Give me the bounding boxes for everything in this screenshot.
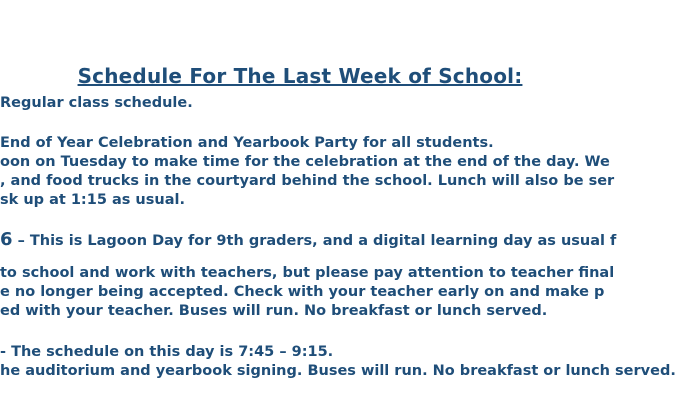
celebration-line-2: , and food trucks in the courtyard behind the school. Lunch will also be ser (0, 173, 615, 189)
lagoon-day-text: – This is Lagoon Day for 9th graders, and a digital learning day as usual f (12, 233, 617, 249)
last-day-detail: he auditorium and yearbook signing. Buses will run. No breakfast or lunch served. (0, 363, 676, 379)
digital-day-line-1: to school and work with teachers, but please pay attention to teacher final (0, 265, 615, 281)
last-day-schedule: - The schedule on this day is 7:45 – 9:15. (0, 344, 334, 360)
digital-day-line-2: e no longer being accepted. Check with your teacher early on and make p (0, 284, 605, 300)
date-fragment: 6 (0, 229, 13, 250)
tuesday-note: Regular class schedule. (0, 95, 193, 111)
celebration-line-1: oon on Tuesday to make time for the celebration at the end of the day. We (0, 154, 610, 170)
digital-day-line-3: ed with your teacher. Buses will run. No breakfast or lunch served. (0, 303, 548, 319)
celebration-heading: End of Year Celebration and Yearbook Party for all students. (0, 135, 494, 151)
page-title: Schedule For The Last Week of School: (77, 64, 523, 88)
lagoon-day-line (0, 231, 616, 250)
celebration-line-3: sk up at 1:15 as usual. (0, 192, 185, 208)
